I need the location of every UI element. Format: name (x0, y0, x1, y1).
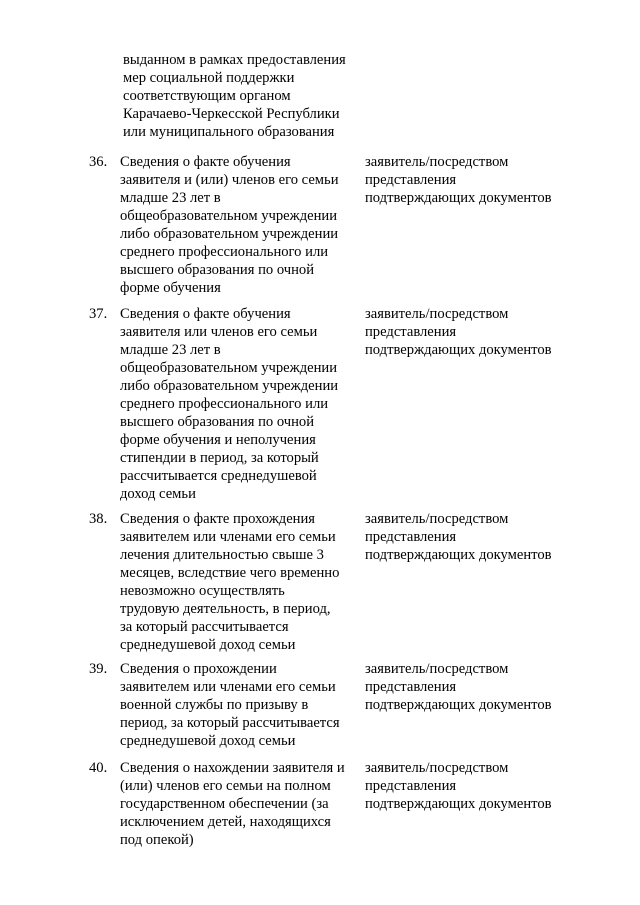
source-line: заявитель/посредством (365, 511, 509, 527)
description-line: либо образовательном учреждении (120, 226, 339, 242)
row-description (120, 305, 370, 503)
description-line: младше 23 лет в (120, 342, 221, 358)
row-source (365, 660, 635, 714)
continuation-line: выданном в рамках предоставления (123, 52, 346, 68)
description-line: государственном обеспечении (за (120, 796, 329, 812)
row-number: 39. (89, 661, 108, 677)
description-line: рассчитывается среднедушевой (120, 468, 317, 484)
description-line: (или) членов его семьи на полном (120, 778, 331, 794)
description-line: Сведения о нахождении заявителя и (120, 760, 345, 776)
description-line: заявителем или членами его семьи (120, 679, 336, 695)
description-line: заявителем или членами его семьи (120, 529, 336, 545)
source-line: представления (365, 172, 457, 188)
row-description (120, 510, 370, 654)
description-line: Сведения о факте обучения (120, 154, 291, 170)
description-line: Сведения о прохождении (120, 661, 277, 677)
source-line: подтверждающих документов (365, 796, 552, 812)
description-line: месяцев, вследствие чего временно (120, 565, 340, 581)
description-line: среднедушевой доход семьи (120, 637, 296, 653)
description-line: Сведения о факте прохождения (120, 511, 316, 527)
row-number: 37. (89, 306, 108, 322)
description-line: лечения длительностью свыше 3 (120, 547, 324, 563)
description-line: трудовую деятельность, в период, (120, 601, 331, 617)
source-line: заявитель/посредством (365, 306, 509, 322)
source-line: представления (365, 324, 457, 340)
source-line: заявитель/посредством (365, 661, 509, 677)
continuation-line: Карачаево-Черкесской Республики (123, 106, 340, 122)
description-line: высшего образования по очной (120, 414, 315, 430)
source-line: представления (365, 679, 457, 695)
source-line: подтверждающих документов (365, 342, 552, 358)
description-line: исключением детей, находящихся (120, 814, 331, 830)
continuation-line: соответствующим органом (123, 88, 291, 104)
source-line: представления (365, 529, 457, 545)
source-line: заявитель/посредством (365, 154, 509, 170)
description-line: за который рассчитывается (120, 619, 289, 635)
description-line: период, за который рассчитывается (120, 715, 340, 731)
continuation-line: или муниципального образования (123, 124, 335, 140)
row-source (365, 153, 635, 207)
description-line: общеобразовательном учреждении (120, 208, 338, 224)
description-line: среднего профессионального или (120, 396, 329, 412)
description-line: форме обучения (120, 280, 221, 296)
row-description (120, 660, 370, 750)
description-line: высшего образования по очной (120, 262, 315, 278)
continuation-line: мер социальной поддержки (123, 70, 295, 86)
row-source (365, 510, 635, 564)
source-line: представления (365, 778, 457, 794)
description-line: под опекой) (120, 832, 194, 848)
source-line: подтверждающих документов (365, 697, 552, 713)
description-line: доход семьи (120, 486, 196, 502)
description-line: либо образовательном учреждении (120, 378, 339, 394)
description-line: форме обучения и неполучения (120, 432, 316, 448)
source-line: подтверждающих документов (365, 547, 552, 563)
row-number: 40. (89, 760, 108, 776)
description-line: среднего профессионального или (120, 244, 329, 260)
row-source (365, 759, 635, 813)
description-line: стипендии в период, за который (120, 450, 319, 466)
description-line: заявителя или членов его семьи (120, 324, 318, 340)
description-line: невозможно осуществлять (120, 583, 285, 599)
description-line: младше 23 лет в (120, 190, 221, 206)
row-source (365, 305, 635, 359)
description-line: общеобразовательном учреждении (120, 360, 338, 376)
row-number: 36. (89, 154, 108, 170)
description-line: военной службы по призыву в (120, 697, 309, 713)
description-line: заявителя и (или) членов его семьи (120, 172, 339, 188)
previous-row-continuation (123, 51, 363, 141)
description-line: среднедушевой доход семьи (120, 733, 296, 749)
row-description (120, 153, 370, 297)
row-number: 38. (89, 511, 108, 527)
description-line: Сведения о факте обучения (120, 306, 291, 322)
source-line: подтверждающих документов (365, 190, 552, 206)
source-line: заявитель/посредством (365, 760, 509, 776)
row-description (120, 759, 370, 849)
